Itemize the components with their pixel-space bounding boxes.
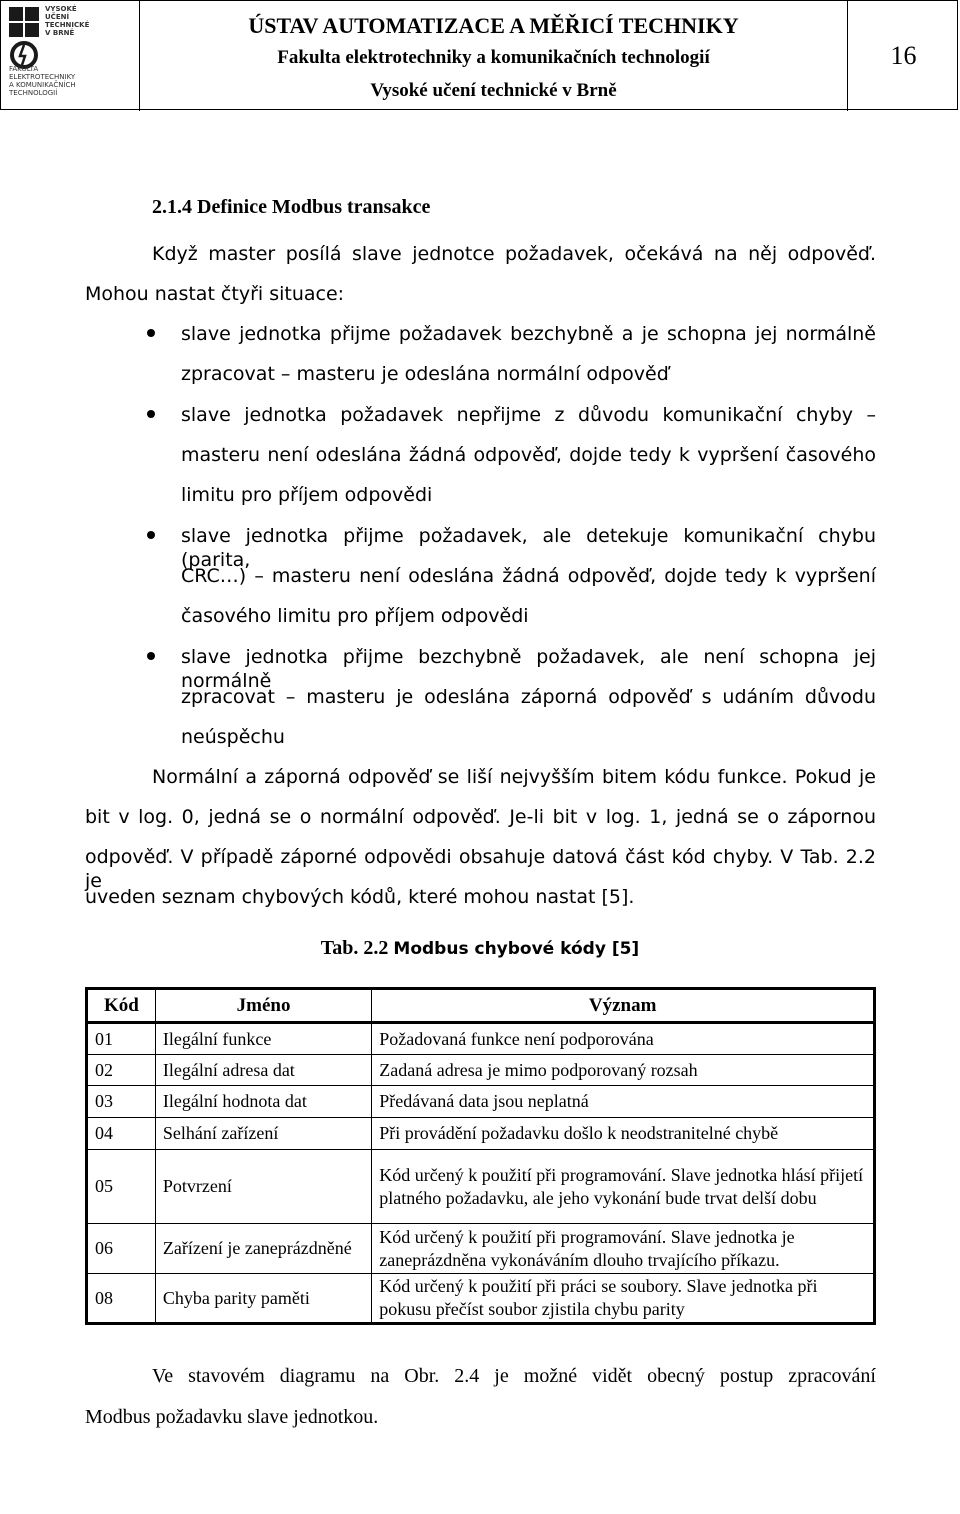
cell-meaning: Předávaná data jsou neplatná [372,1086,875,1118]
table-row [87,1086,875,1118]
cell-code: 03 [87,1086,156,1118]
closing-line-2: Modbus požadavku slave jednotkou. [85,1406,379,1428]
cell-meaning: Kód určený k použití při programování. Slave jednotka hlásí přijetí platného požadavku, ale jeho vykonání bude trvat delší dobu [372,1150,875,1224]
cell-name: Potvrzení [155,1150,371,1224]
header-name: Jméno [155,989,371,1023]
cell-code: 02 [87,1055,156,1086]
bullet-dot [147,410,155,418]
paragraph-line-1: Normální a záporná odpověď se liší nejvyšším bitem kódu funkce. Pokud je [152,766,876,788]
intro-line-1: Když master posílá slave jednotce požadavek, očekává na něj odpověď. [152,243,876,265]
header-code: Kód [87,989,156,1023]
bullet-4-line-2: zpracovat – masteru je odeslána záporná odpověď s udáním důvodu [181,686,876,708]
table-row [87,1224,875,1274]
cell-name: Ilegální adresa dat [155,1055,371,1086]
error-codes-table [85,987,876,1325]
paragraph-line-4: uveden seznam chybových kódů, které mohou nastat [5]. [85,886,635,908]
university-name: Vysoké učení technické v Brně [370,80,617,101]
bullet-3-line-2: CRC…) – masteru není odeslána žádná odpověď, dojde tedy k vypršení [181,565,876,587]
cell-name: Zařízení je zaneprázdněné [155,1224,371,1274]
table-row [87,1118,875,1150]
faculty-name: Fakulta elektrotechniky a komunikačních technologií [277,47,710,68]
table-caption [0,937,960,960]
caption-text: Modbus chybové kódy [5] [393,939,640,959]
header-titles [140,1,848,111]
cell-meaning: Požadovaná funkce není podporována [372,1023,875,1055]
bullet-1-line-1: slave jednotka přijme požadavek bezchybně a je schopna jej normálně [181,323,876,345]
bullet-2-line-1: slave jednotka požadavek nepřijme z důvodu komunikační chyby – [181,404,876,426]
table-row [87,1023,875,1055]
cell-meaning: Kód určený k použití při programování. Slave jednotka je zaneprázdněna vykonáváním dlouho trvajícího příkazu. [372,1224,875,1274]
table-row [87,1055,875,1086]
cell-name: Ilegální funkce [155,1023,371,1055]
paragraph-line-2: bit v log. 0, jedná se o normální odpověď. Je-li bit v log. 1, jedná se o zápornou [85,806,876,828]
bullet-4-line-3: neúspěchu [181,726,285,748]
cell-name: Ilegální hodnota dat [155,1086,371,1118]
cell-code: 06 [87,1224,156,1274]
section-heading: 2.1.4 Definice Modbus transakce [152,196,431,218]
logo-text-top: VYSOKÉ UČENÍ TECHNICKÉ V BRNĚ [45,5,90,37]
intro-line-2: Mohou nastat čtyři situace: [85,283,345,305]
page-header [0,0,958,110]
table-row [87,1274,875,1324]
cell-name: Chyba parity paměti [155,1274,371,1324]
caption-label: Tab. 2.2 [320,937,389,959]
cell-meaning: Při provádění požadavku došlo k neodstranitelné chybě [372,1118,875,1150]
university-logo [1,1,140,111]
table-row [87,1150,875,1224]
closing-line-1: Ve stavovém diagramu na Obr. 2.4 je možné vidět obecný postup zpracování [152,1365,876,1387]
cell-name: Selhání zařízení [155,1118,371,1150]
bullet-3-line-1: slave jednotka přijme požadavek, ale detekuje komunikační chybu (parita, [181,525,876,571]
logo-text-bottom: FAKULTA ELEKTROTECHNIKY A KOMUNIKAČNÍCH TECHNOLOGIÍ [9,65,76,97]
bullet-2-line-2: masteru není odeslána žádná odpověď, dojde tedy k vypršení časového [181,444,876,466]
cell-meaning: Kód určený k použití při práci se soubory. Slave jednotka při pokusu přečíst soubor zjistila chybu parity [372,1274,875,1324]
bullet-2-line-3: limitu pro příjem odpovědi [181,484,433,506]
cell-code: 04 [87,1118,156,1150]
table-header-row [87,989,875,1023]
paragraph-line-3: odpověď. V případě záporné odpovědi obsahuje datová část kód chyby. V Tab. 2.2 je [85,846,876,892]
cell-code: 08 [87,1274,156,1324]
bullet-4-line-1: slave jednotka přijme bezchybně požadavek, ale není schopna jej normálně [181,646,876,692]
bullet-dot [147,652,155,660]
page-number: 16 [890,41,917,70]
cell-code: 01 [87,1023,156,1055]
bullet-dot [147,531,155,539]
header-meaning: Význam [372,989,875,1023]
institute-name: ÚSTAV AUTOMATIZACE A MĚŘICÍ TECHNIKY [248,13,739,38]
bullet-1-line-2: zpracovat – masteru je odeslána normální odpověď [181,363,669,385]
bullet-3-line-3: časového limitu pro příjem odpovědi [181,605,529,627]
cell-code: 05 [87,1150,156,1224]
cell-meaning: Zadaná adresa je mimo podporovaný rozsah [372,1055,875,1086]
bullet-dot [147,329,155,337]
